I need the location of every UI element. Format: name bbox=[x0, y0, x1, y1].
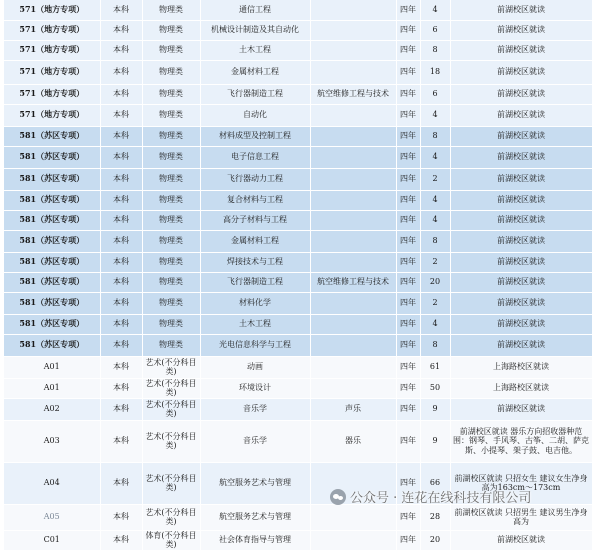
cell-plan: 2 bbox=[420, 168, 450, 190]
cell-plan: 6 bbox=[420, 20, 450, 40]
cell-plan: 4 bbox=[420, 190, 450, 210]
cell-years: 四年 bbox=[396, 272, 420, 292]
cell-plan: 20 bbox=[420, 272, 450, 292]
cell-code: A01 bbox=[4, 378, 100, 398]
cell-years: 四年 bbox=[396, 230, 420, 252]
cell-direction bbox=[310, 146, 396, 168]
table-row bbox=[4, 190, 592, 210]
cell-campus: 前湖校区就读 bbox=[450, 190, 592, 210]
cell-code: 581（苏区专项） bbox=[4, 168, 100, 190]
cell-major: 土木工程 bbox=[200, 40, 310, 60]
table-row bbox=[4, 126, 592, 146]
cell-campus: 前湖校区就读 bbox=[450, 0, 592, 20]
cell-level: 本科 bbox=[100, 272, 142, 292]
cell-major: 动画 bbox=[200, 356, 310, 378]
cell-category: 体育(不分科目类) bbox=[142, 530, 200, 550]
wechat-watermark bbox=[330, 487, 531, 506]
cell-category: 物理类 bbox=[142, 190, 200, 210]
cell-direction: 航空维修工程与技术 bbox=[310, 272, 396, 292]
watermark-text: 公众号 · 连花在线科技有限公司 bbox=[350, 491, 532, 506]
cell-category: 物理类 bbox=[142, 60, 200, 84]
cell-plan: 4 bbox=[420, 104, 450, 126]
cell-major: 高分子材料与工程 bbox=[200, 210, 310, 230]
cell-code: C01 bbox=[4, 530, 100, 550]
cell-plan: 50 bbox=[420, 378, 450, 398]
cell-category: 物理类 bbox=[142, 146, 200, 168]
cell-plan: 66 bbox=[420, 462, 450, 504]
cell-category: 物理类 bbox=[142, 40, 200, 60]
cell-campus: 前湖校区就读 bbox=[450, 530, 592, 550]
table-row bbox=[4, 168, 592, 190]
cell-level: 本科 bbox=[100, 210, 142, 230]
wechat-icon bbox=[330, 489, 346, 505]
table-row bbox=[4, 0, 592, 20]
cell-direction bbox=[310, 126, 396, 146]
cell-level: 本科 bbox=[100, 334, 142, 356]
cell-level: 本科 bbox=[100, 530, 142, 550]
table-row bbox=[4, 530, 592, 550]
cell-major: 金属材料工程 bbox=[200, 230, 310, 252]
cell-campus: 前湖校区就读 bbox=[450, 40, 592, 60]
cell-level: 本科 bbox=[100, 230, 142, 252]
cell-years: 四年 bbox=[396, 20, 420, 40]
cell-plan: 4 bbox=[420, 210, 450, 230]
table-row bbox=[4, 504, 592, 530]
cell-category: 物理类 bbox=[142, 84, 200, 104]
cell-direction bbox=[310, 314, 396, 334]
cell-direction bbox=[310, 40, 396, 60]
cell-category: 艺术(不分科目类) bbox=[142, 420, 200, 462]
cell-years: 四年 bbox=[396, 84, 420, 104]
table-row bbox=[4, 210, 592, 230]
cell-direction bbox=[310, 530, 396, 550]
table-row bbox=[4, 356, 592, 378]
cell-direction bbox=[310, 0, 396, 20]
cell-direction bbox=[310, 356, 396, 378]
cell-campus: 前湖校区就读 bbox=[450, 20, 592, 40]
cell-category: 艺术(不分科目类) bbox=[142, 356, 200, 378]
cell-code: 581（苏区专项） bbox=[4, 314, 100, 334]
cell-plan: 6 bbox=[420, 84, 450, 104]
cell-direction bbox=[310, 378, 396, 398]
cell-major: 光电信息科学与工程 bbox=[200, 334, 310, 356]
table-row bbox=[4, 292, 592, 314]
cell-direction bbox=[310, 210, 396, 230]
cell-campus: 前湖校区就读 bbox=[450, 104, 592, 126]
cell-major: 音乐学 bbox=[200, 398, 310, 420]
cell-years: 四年 bbox=[396, 168, 420, 190]
cell-category: 物理类 bbox=[142, 104, 200, 126]
cell-level: 本科 bbox=[100, 168, 142, 190]
cell-campus: 前湖校区就读 bbox=[450, 272, 592, 292]
table-row bbox=[4, 60, 592, 84]
cell-level: 本科 bbox=[100, 462, 142, 504]
cell-campus: 前湖校区就读 bbox=[450, 126, 592, 146]
cell-major: 金属材料工程 bbox=[200, 60, 310, 84]
cell-direction bbox=[310, 60, 396, 84]
cell-plan: 61 bbox=[420, 356, 450, 378]
cell-category: 物理类 bbox=[142, 292, 200, 314]
cell-level: 本科 bbox=[100, 104, 142, 126]
cell-code: 581（苏区专项） bbox=[4, 334, 100, 356]
cell-plan: 8 bbox=[420, 334, 450, 356]
cell-code: 581（苏区专项） bbox=[4, 292, 100, 314]
cell-years: 四年 bbox=[396, 146, 420, 168]
cell-code: 571（地方专项） bbox=[4, 84, 100, 104]
cell-direction bbox=[310, 504, 396, 530]
cell-plan: 4 bbox=[420, 0, 450, 20]
cell-campus: 上海路校区就读 bbox=[450, 378, 592, 398]
cell-direction bbox=[310, 252, 396, 272]
cell-direction bbox=[310, 104, 396, 126]
table-row bbox=[4, 314, 592, 334]
cell-major: 航空服务艺术与管理 bbox=[200, 462, 310, 504]
cell-level: 本科 bbox=[100, 356, 142, 378]
cell-plan: 9 bbox=[420, 398, 450, 420]
cell-major: 环境设计 bbox=[200, 378, 310, 398]
cell-campus: 前湖校区就读 bbox=[450, 292, 592, 314]
cell-category: 物理类 bbox=[142, 168, 200, 190]
table-body bbox=[4, 0, 592, 550]
cell-major: 材料成型及控制工程 bbox=[200, 126, 310, 146]
cell-major: 飞行器制造工程 bbox=[200, 272, 310, 292]
cell-direction: 声乐 bbox=[310, 398, 396, 420]
cell-campus: 前湖校区就读 只招男生 建议男生净身高为 bbox=[450, 504, 592, 530]
table-row bbox=[4, 252, 592, 272]
cell-years: 四年 bbox=[396, 334, 420, 356]
cell-level: 本科 bbox=[100, 60, 142, 84]
cell-level: 本科 bbox=[100, 40, 142, 60]
cell-level: 本科 bbox=[100, 146, 142, 168]
cell-direction: 器乐 bbox=[310, 420, 396, 462]
cell-code: 571（地方专项） bbox=[4, 0, 100, 20]
cell-major: 音乐学 bbox=[200, 420, 310, 462]
cell-level: 本科 bbox=[100, 398, 142, 420]
cell-direction bbox=[310, 20, 396, 40]
cell-code: A01 bbox=[4, 356, 100, 378]
cell-code: 581（苏区专项） bbox=[4, 126, 100, 146]
cell-category: 物理类 bbox=[142, 252, 200, 272]
cell-code: 571（地方专项） bbox=[4, 40, 100, 60]
cell-major: 飞行器制造工程 bbox=[200, 84, 310, 104]
cell-years: 四年 bbox=[396, 314, 420, 334]
cell-campus: 前湖校区就读 bbox=[450, 84, 592, 104]
table-row bbox=[4, 334, 592, 356]
cell-years: 四年 bbox=[396, 210, 420, 230]
cell-years: 四年 bbox=[396, 40, 420, 60]
cell-plan: 2 bbox=[420, 252, 450, 272]
cell-category: 物理类 bbox=[142, 210, 200, 230]
cell-major: 通信工程 bbox=[200, 0, 310, 20]
cell-plan: 4 bbox=[420, 314, 450, 334]
cell-years: 四年 bbox=[396, 378, 420, 398]
cell-years: 四年 bbox=[396, 0, 420, 20]
cell-years: 四年 bbox=[396, 398, 420, 420]
cell-plan: 2 bbox=[420, 292, 450, 314]
cell-years: 四年 bbox=[396, 462, 420, 504]
cell-years: 四年 bbox=[396, 356, 420, 378]
cell-code: 571（地方专项） bbox=[4, 60, 100, 84]
table-row bbox=[4, 104, 592, 126]
cell-plan: 8 bbox=[420, 40, 450, 60]
cell-level: 本科 bbox=[100, 84, 142, 104]
table-row bbox=[4, 230, 592, 252]
cell-direction bbox=[310, 292, 396, 314]
cell-years: 四年 bbox=[396, 504, 420, 530]
cell-level: 本科 bbox=[100, 190, 142, 210]
cell-years: 四年 bbox=[396, 190, 420, 210]
cell-category: 艺术(不分科目类) bbox=[142, 504, 200, 530]
cell-level: 本科 bbox=[100, 314, 142, 334]
table-row bbox=[4, 420, 592, 462]
cell-category: 物理类 bbox=[142, 126, 200, 146]
cell-direction: 航空维修工程与技术 bbox=[310, 84, 396, 104]
cell-level: 本科 bbox=[100, 0, 142, 20]
cell-plan: 8 bbox=[420, 126, 450, 146]
cell-campus: 前湖校区就读 器乐方向招收器种范围：钢琴、手风琴、古筝、二胡、萨克斯、小提琴、架子鼓、电吉他。 bbox=[450, 420, 592, 462]
cell-plan: 18 bbox=[420, 60, 450, 84]
cell-level: 本科 bbox=[100, 378, 142, 398]
table-row bbox=[4, 40, 592, 60]
cell-major: 机械设计制造及其自动化 bbox=[200, 20, 310, 40]
cell-campus: 前湖校区就读 bbox=[450, 398, 592, 420]
cell-category: 物理类 bbox=[142, 230, 200, 252]
cell-campus: 前湖校区就读 bbox=[450, 252, 592, 272]
cell-campus: 前湖校区就读 bbox=[450, 210, 592, 230]
cell-category: 物理类 bbox=[142, 334, 200, 356]
table-row bbox=[4, 146, 592, 168]
cell-campus: 前湖校区就读 bbox=[450, 60, 592, 84]
cell-direction bbox=[310, 168, 396, 190]
cell-major: 材料化学 bbox=[200, 292, 310, 314]
cell-code: 571（地方专项） bbox=[4, 104, 100, 126]
cell-code: A03 bbox=[4, 420, 100, 462]
cell-major: 社会体育指导与管理 bbox=[200, 530, 310, 550]
table-row bbox=[4, 20, 592, 40]
cell-level: 本科 bbox=[100, 252, 142, 272]
cell-code: 581（苏区专项） bbox=[4, 230, 100, 252]
cell-plan: 20 bbox=[420, 530, 450, 550]
cell-campus: 前湖校区就读 只招女生 建议女生净身高为163cm～173cm bbox=[450, 462, 592, 504]
cell-level: 本科 bbox=[100, 292, 142, 314]
cell-level: 本科 bbox=[100, 126, 142, 146]
cell-code: A05 bbox=[4, 504, 100, 530]
cell-campus: 前湖校区就读 bbox=[450, 146, 592, 168]
table-row bbox=[4, 84, 592, 104]
cell-campus: 前湖校区就读 bbox=[450, 168, 592, 190]
cell-direction bbox=[310, 190, 396, 210]
cell-years: 四年 bbox=[396, 420, 420, 462]
cell-category: 艺术(不分科目类) bbox=[142, 398, 200, 420]
cell-code: A04 bbox=[4, 462, 100, 504]
cell-plan: 4 bbox=[420, 146, 450, 168]
cell-major: 复合材料与工程 bbox=[200, 190, 310, 210]
cell-category: 物理类 bbox=[142, 272, 200, 292]
cell-level: 本科 bbox=[100, 20, 142, 40]
cell-years: 四年 bbox=[396, 292, 420, 314]
cell-code: 581（苏区专项） bbox=[4, 272, 100, 292]
cell-code: 581（苏区专项） bbox=[4, 252, 100, 272]
cell-major: 飞行器动力工程 bbox=[200, 168, 310, 190]
enrollment-plan-table bbox=[4, 0, 593, 551]
cell-plan: 9 bbox=[420, 420, 450, 462]
cell-category: 物理类 bbox=[142, 20, 200, 40]
cell-years: 四年 bbox=[396, 60, 420, 84]
cell-category: 艺术(不分科目类) bbox=[142, 378, 200, 398]
table-row bbox=[4, 378, 592, 398]
cell-major: 电子信息工程 bbox=[200, 146, 310, 168]
cell-category: 物理类 bbox=[142, 314, 200, 334]
cell-category: 物理类 bbox=[142, 0, 200, 20]
cell-campus: 前湖校区就读 bbox=[450, 334, 592, 356]
table-row bbox=[4, 272, 592, 292]
cell-major: 航空服务艺术与管理 bbox=[200, 504, 310, 530]
cell-direction bbox=[310, 230, 396, 252]
cell-major: 土木工程 bbox=[200, 314, 310, 334]
cell-years: 四年 bbox=[396, 252, 420, 272]
cell-plan: 8 bbox=[420, 230, 450, 252]
cell-code: 581（苏区专项） bbox=[4, 190, 100, 210]
cell-campus: 前湖校区就读 bbox=[450, 314, 592, 334]
cell-major: 自动化 bbox=[200, 104, 310, 126]
table-row bbox=[4, 398, 592, 420]
cell-code: 581（苏区专项） bbox=[4, 210, 100, 230]
cell-code: A02 bbox=[4, 398, 100, 420]
cell-major: 焊接技术与工程 bbox=[200, 252, 310, 272]
cell-level: 本科 bbox=[100, 420, 142, 462]
cell-years: 四年 bbox=[396, 530, 420, 550]
cell-campus: 上海路校区就读 bbox=[450, 356, 592, 378]
cell-plan: 28 bbox=[420, 504, 450, 530]
cell-level: 本科 bbox=[100, 504, 142, 530]
cell-years: 四年 bbox=[396, 126, 420, 146]
cell-category: 艺术(不分科目类) bbox=[142, 462, 200, 504]
cell-direction bbox=[310, 334, 396, 356]
cell-code: 581（苏区专项） bbox=[4, 146, 100, 168]
cell-campus: 前湖校区就读 bbox=[450, 230, 592, 252]
cell-code: 571（地方专项） bbox=[4, 20, 100, 40]
cell-years: 四年 bbox=[396, 104, 420, 126]
